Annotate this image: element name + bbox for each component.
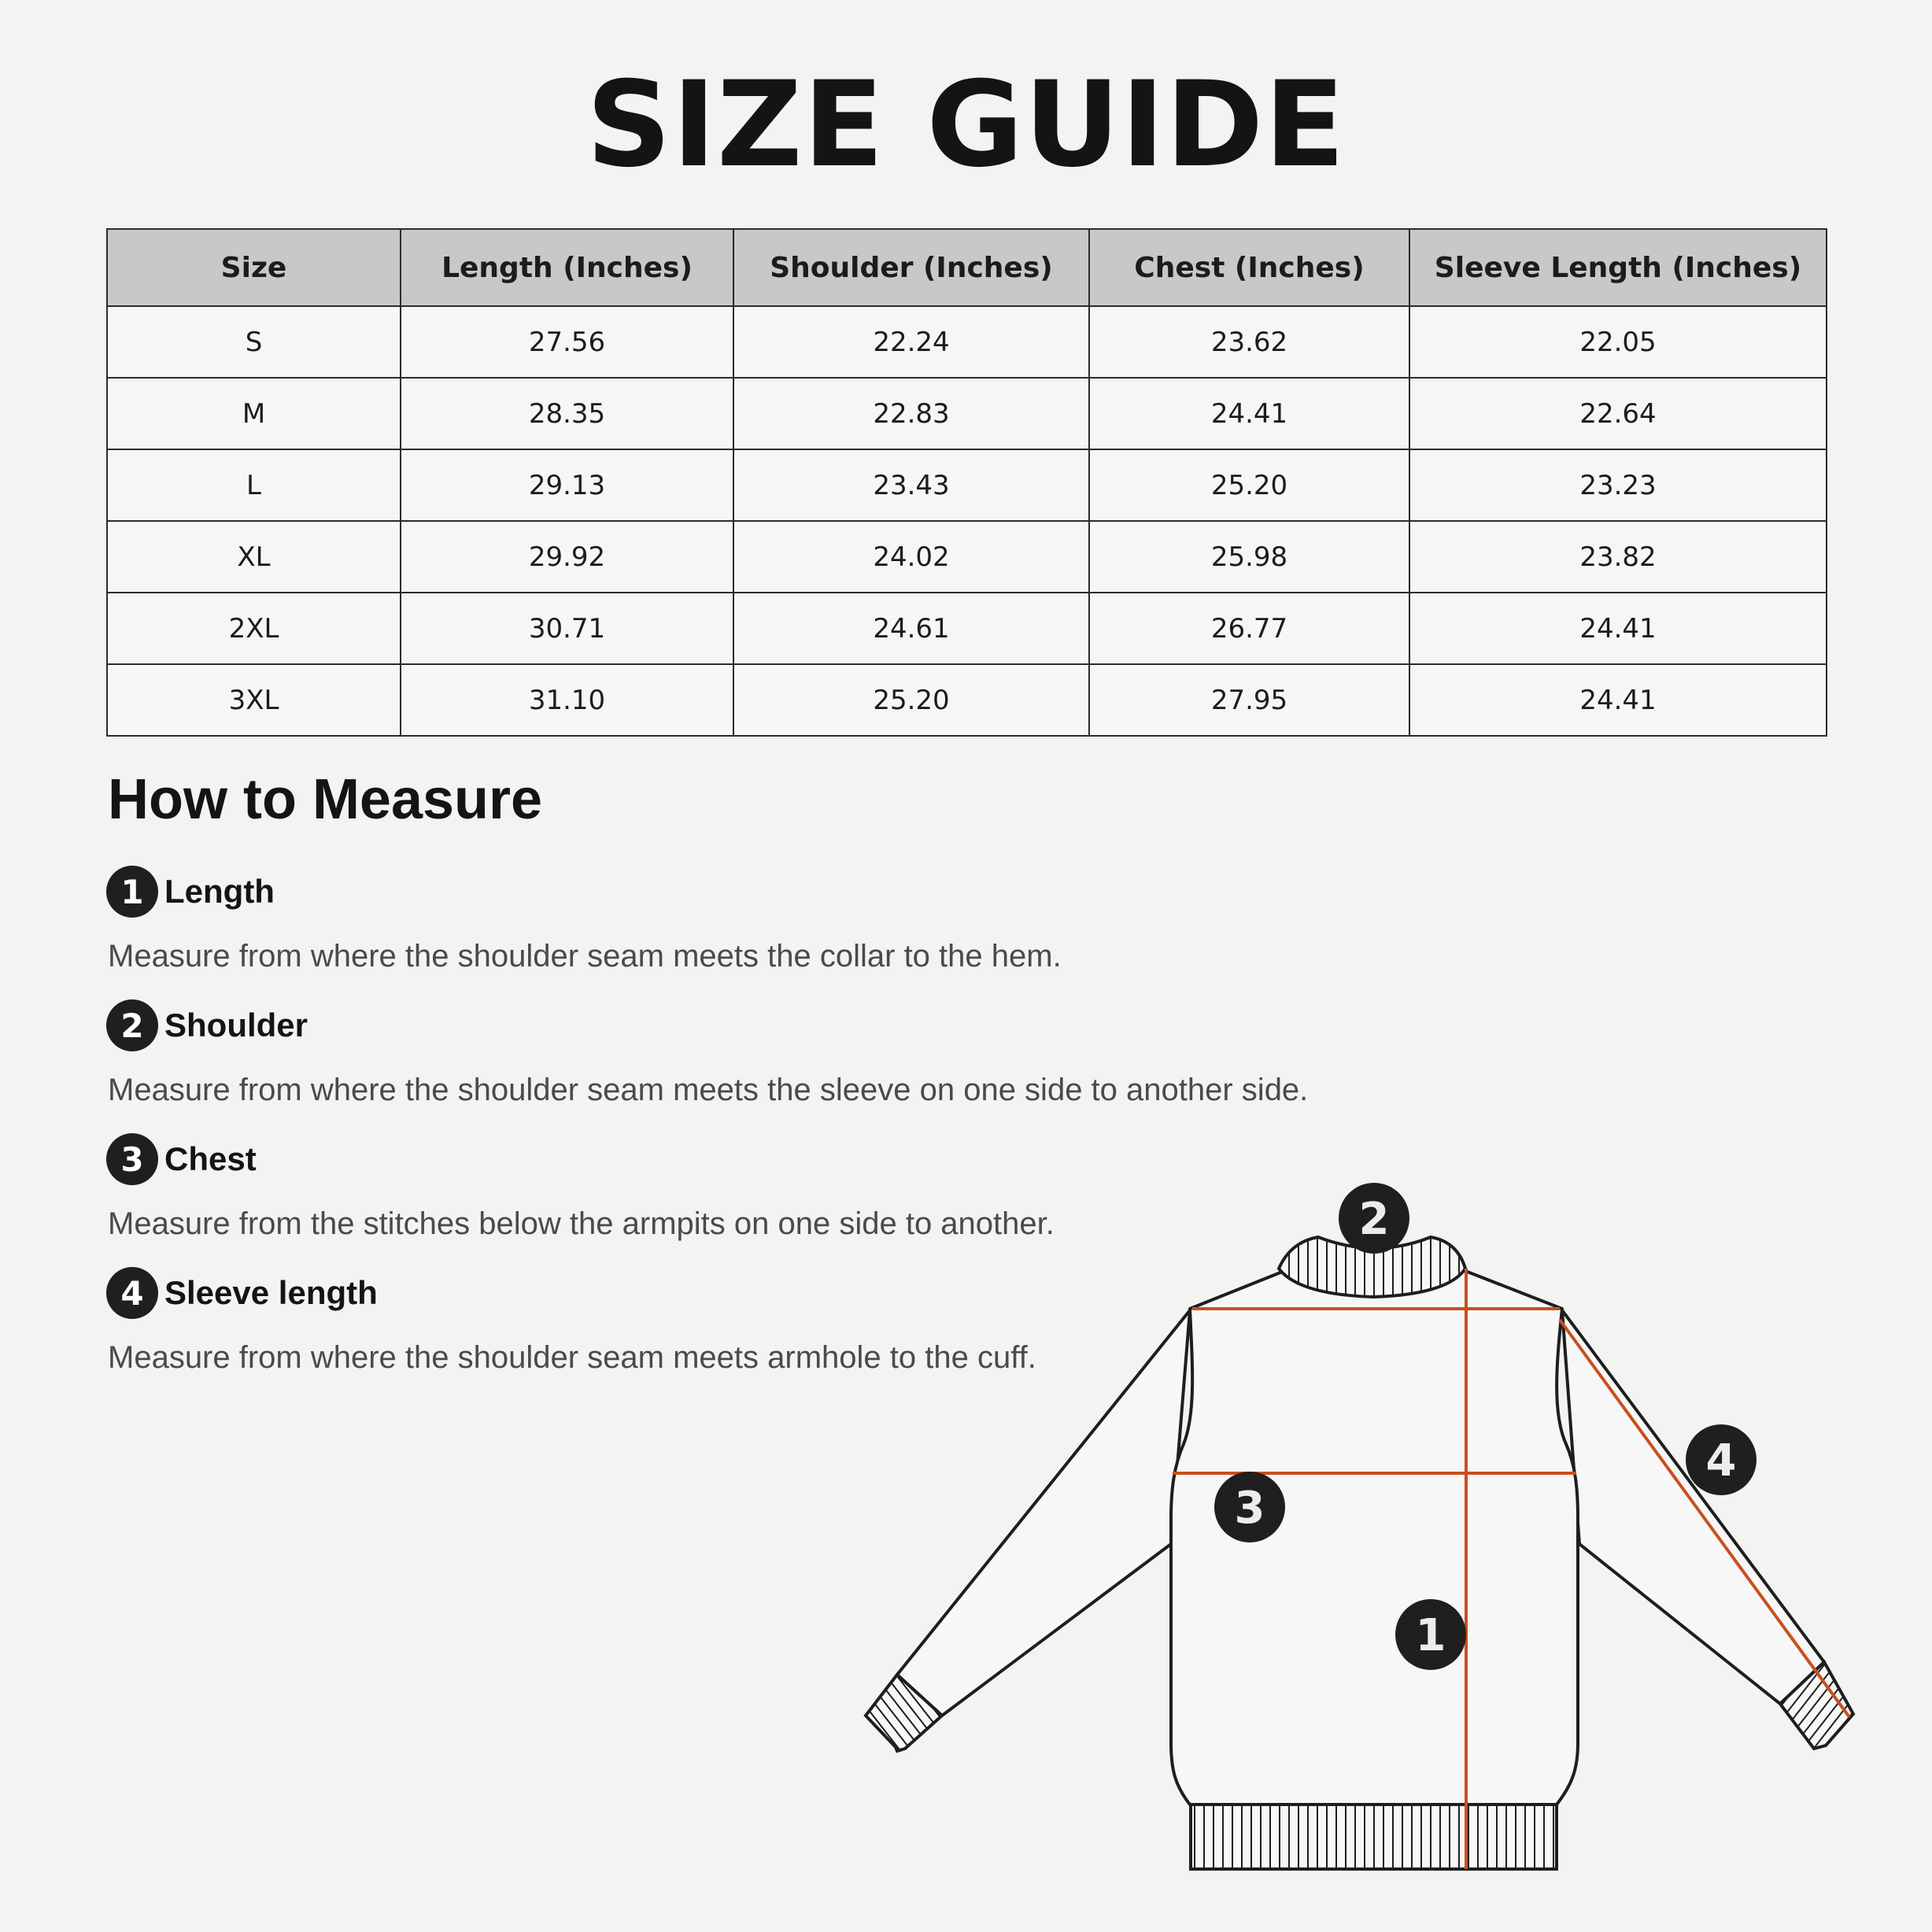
cell-size: S	[107, 306, 401, 378]
hem-band	[1191, 1805, 1557, 1869]
cell-size: 3XL	[107, 664, 401, 736]
step-title: Sleeve length	[164, 1274, 378, 1311]
cell-length: 29.92	[401, 521, 733, 593]
cell-shoulder: 24.02	[733, 521, 1089, 593]
cell-sleeve-length: 22.64	[1409, 378, 1827, 449]
step-number-badge: 4	[106, 1267, 158, 1319]
step-title: Chest	[164, 1140, 257, 1177]
marker-1: 1	[1415, 1610, 1446, 1661]
marker-4: 4	[1705, 1435, 1737, 1487]
step-description: Measure from where the shoulder seam meets the collar to the hem.	[108, 939, 1062, 973]
cell-shoulder: 22.83	[733, 378, 1089, 449]
cell-chest: 25.98	[1089, 521, 1409, 593]
step-description: Measure from where the shoulder seam meets the sleeve on one side to another side.	[108, 1073, 1309, 1107]
cell-length: 27.56	[401, 306, 733, 378]
cell-chest: 27.95	[1089, 664, 1409, 736]
step-description: Measure from the stitches below the armpits on one side to another.	[108, 1206, 1055, 1241]
page-title: SIZE GUIDE	[586, 57, 1346, 194]
header-sleeve-length: Sleeve Length (Inches)	[1409, 229, 1827, 306]
cell-size: L	[107, 449, 401, 521]
sweater-body	[1171, 1271, 1578, 1805]
cell-length: 28.35	[401, 378, 733, 449]
step-number-badge: 3	[106, 1133, 158, 1185]
step-title: Length	[164, 873, 275, 910]
cell-sleeve-length: 22.05	[1409, 306, 1827, 378]
cell-chest: 24.41	[1089, 378, 1409, 449]
header-size: Size	[107, 229, 401, 306]
cell-sleeve-length: 24.41	[1409, 593, 1827, 664]
cell-length: 29.13	[401, 449, 733, 521]
step-title: Shoulder	[164, 1007, 308, 1044]
step-description: Measure from where the shoulder seam meets armhole to the cuff.	[108, 1340, 1036, 1375]
cell-size: 2XL	[107, 593, 401, 664]
right-sleeve	[1562, 1310, 1824, 1704]
cell-shoulder: 25.20	[733, 664, 1089, 736]
cell-size: XL	[107, 521, 401, 593]
cell-sleeve-length: 24.41	[1409, 664, 1827, 736]
marker-2: 2	[1358, 1194, 1390, 1245]
cell-shoulder: 24.61	[733, 593, 1089, 664]
cell-chest: 23.62	[1089, 306, 1409, 378]
header-chest: Chest (Inches)	[1089, 229, 1409, 306]
left-sleeve	[897, 1310, 1190, 1716]
cell-shoulder: 23.43	[733, 449, 1089, 521]
cell-size: M	[107, 378, 401, 449]
step-number-badge: 2	[106, 999, 158, 1051]
cell-length: 31.10	[401, 664, 733, 736]
cell-chest: 26.77	[1089, 593, 1409, 664]
marker-3: 3	[1234, 1483, 1265, 1534]
cell-sleeve-length: 23.23	[1409, 449, 1827, 521]
header-shoulder: Shoulder (Inches)	[733, 229, 1089, 306]
header-length: Length (Inches)	[401, 229, 733, 306]
cell-shoulder: 22.24	[733, 306, 1089, 378]
cell-sleeve-length: 23.82	[1409, 521, 1827, 593]
cell-length: 30.71	[401, 593, 733, 664]
how-to-measure-heading: How to Measure	[108, 768, 543, 831]
step-number-badge: 1	[106, 866, 158, 918]
cell-chest: 25.20	[1089, 449, 1409, 521]
